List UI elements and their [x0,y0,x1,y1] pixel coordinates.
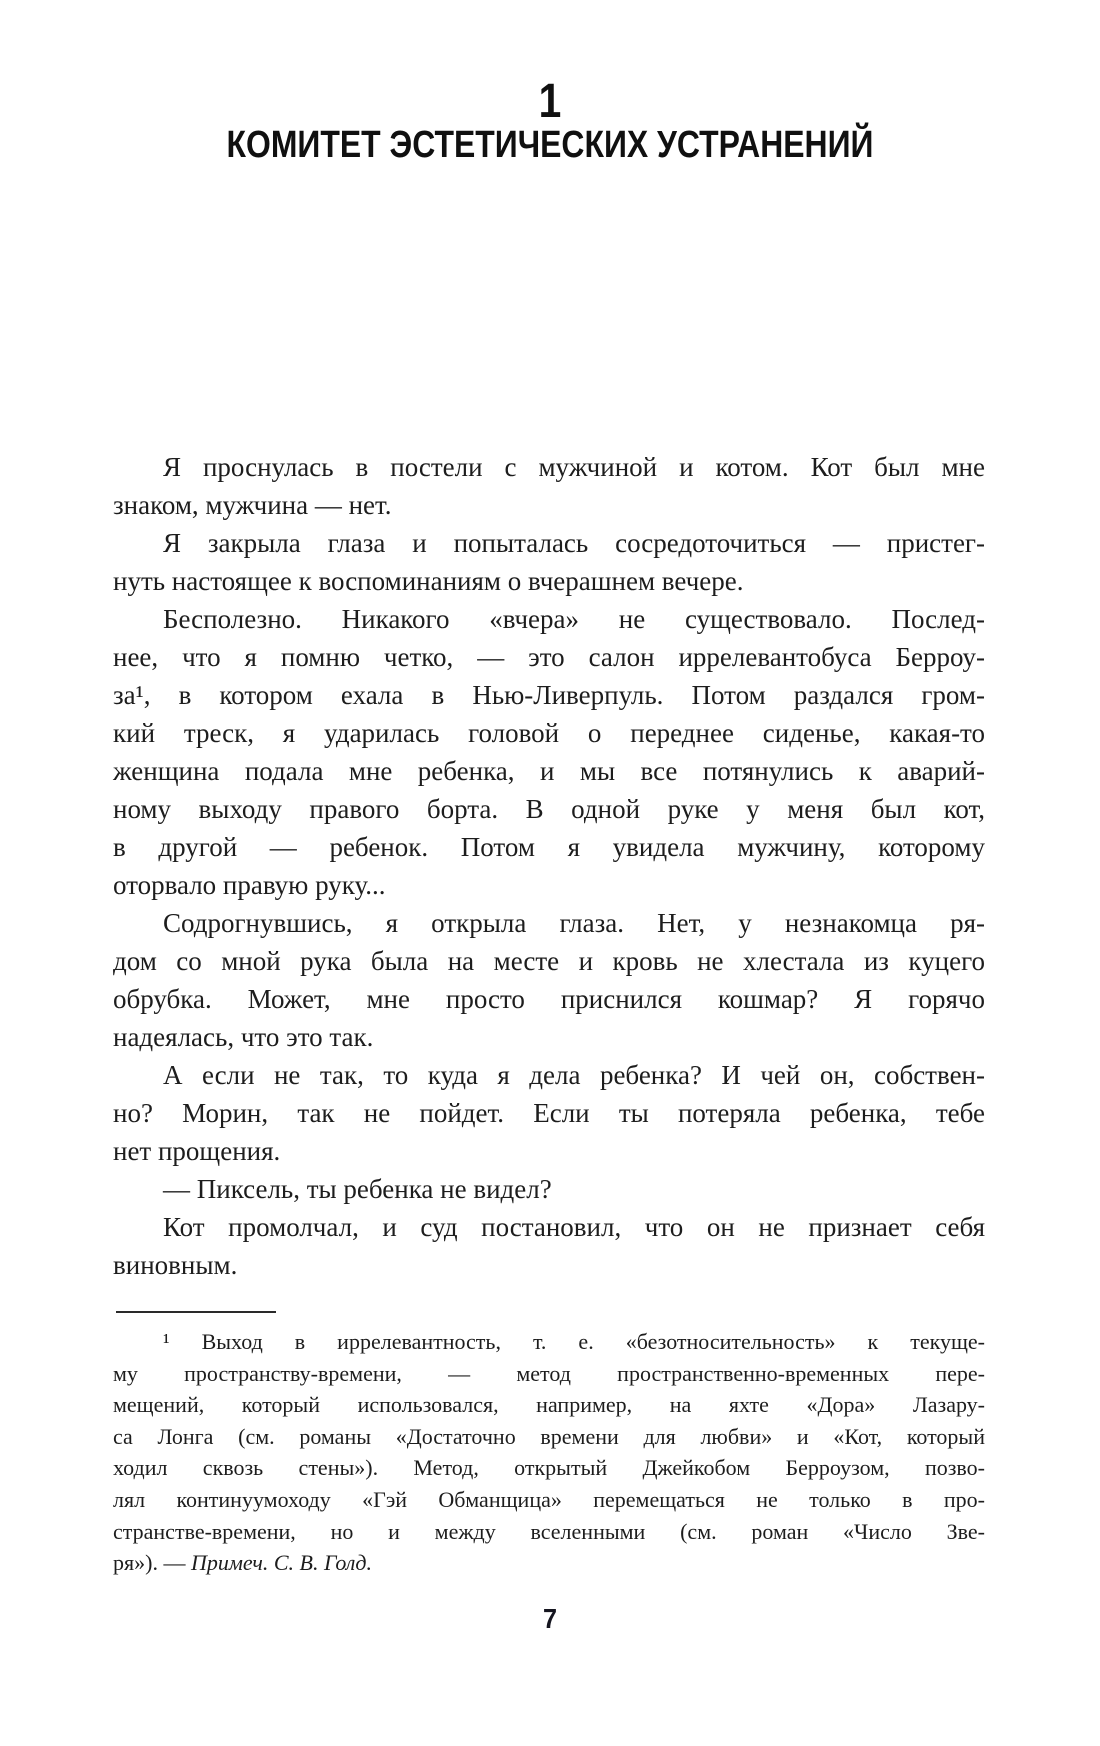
body-text-line: обрубка. Может, мне просто приснился кошмар? Я горячо [113,984,985,1014]
body-text-line: Содрогнувшись, я открыла глаза. Нет, у незнакомца ря- [163,908,985,938]
body-text-line: Кот промолчал, и суд постановил, что он не признает себя [163,1212,985,1242]
footnote-text-line: лял континуумоходу «Гэй Обманщица» перемещаться не только в про- [113,1486,985,1512]
footnote-text-line: странстве-времени, но и между вселенными (см. роман «Число Зве- [113,1518,985,1544]
footnote-text-line: мещений, который использовался, например, на яхте «Дора» Лазару- [113,1392,985,1418]
body-text-line: но? Морин, так не пойдет. Если ты потеряла ребенка, тебе [113,1098,985,1128]
body-text-line: Я проснулась в постели с мужчиной и котом. Кот был мне [163,452,985,482]
chapter-title: КОМИТЕТ ЭСТЕТИЧЕСКИХ УСТРАНЕНИЙ [226,124,874,166]
footnote-text-line: ¹ Выход в иррелевантность, т. е. «безотносительность» к текуще- [163,1329,985,1354]
body-text-line: в другой — ребенок. Потом я увидела мужчину, которому [113,832,985,862]
footnote-text-line: му пространству-времени, — метод пространственно-временных пере- [113,1360,985,1386]
body-text-line: нет прощения. [113,1136,281,1166]
body-text-line: знаком, мужчина — нет. [113,490,392,520]
body-text-line: дом со мной рука была на месте и кровь не хлестала из куцего [113,946,985,976]
body-text-line: Я закрыла глаза и попыталась сосредоточиться — пристег- [163,528,985,558]
body-text-line: оторвало правую руку... [113,870,386,900]
body-text-line: нее, что я помню четко, — это салон иррелевантобуса Берроу- [113,642,985,672]
chapter-number: 1 [538,75,562,128]
body-text-line: Бесполезно. Никакого «вчера» не существовало. Послед- [163,604,985,634]
body-text-line: ному выходу правого борта. В одной руке у меня был кот, [113,794,985,824]
footnote-block [113,1326,985,1579]
footnote-text-line: ходил сквозь стены»). Метод, открытый Джейкобом Берроузом, позво- [113,1455,985,1481]
footnote-separator-rule [116,1311,276,1313]
footnote-text-line: са Лонга (см. романы «Достаточно времени для любви» и «Кот, который [113,1423,985,1449]
body-text-line: надеялась, что это так. [113,1022,374,1052]
page-number: 7 [542,1603,558,1634]
body-text-line: А если не так, то куда я дела ребенка? И чей он, собствен- [163,1060,985,1090]
body-text-line: — Пиксель, ты ребенка не видел? [163,1174,552,1204]
footnote-text-line: ря»). — Примеч. С. В. Голд. [113,1550,373,1576]
body-text-line: виновным. [113,1250,238,1280]
body-text-line: кий треск, я ударилась головой о переднее сиденье, какая-то [113,718,985,748]
body-text-line: нуть настоящее к воспоминаниям о вчерашнем вечере. [113,566,744,596]
body-text-block [113,448,985,1284]
body-text-line: за¹, в котором ехала в Нью-Ливерпуль. Потом раздался гром- [113,680,985,710]
body-text-line: женщина подала мне ребенка, и мы все потянулись к аварий- [113,756,985,786]
